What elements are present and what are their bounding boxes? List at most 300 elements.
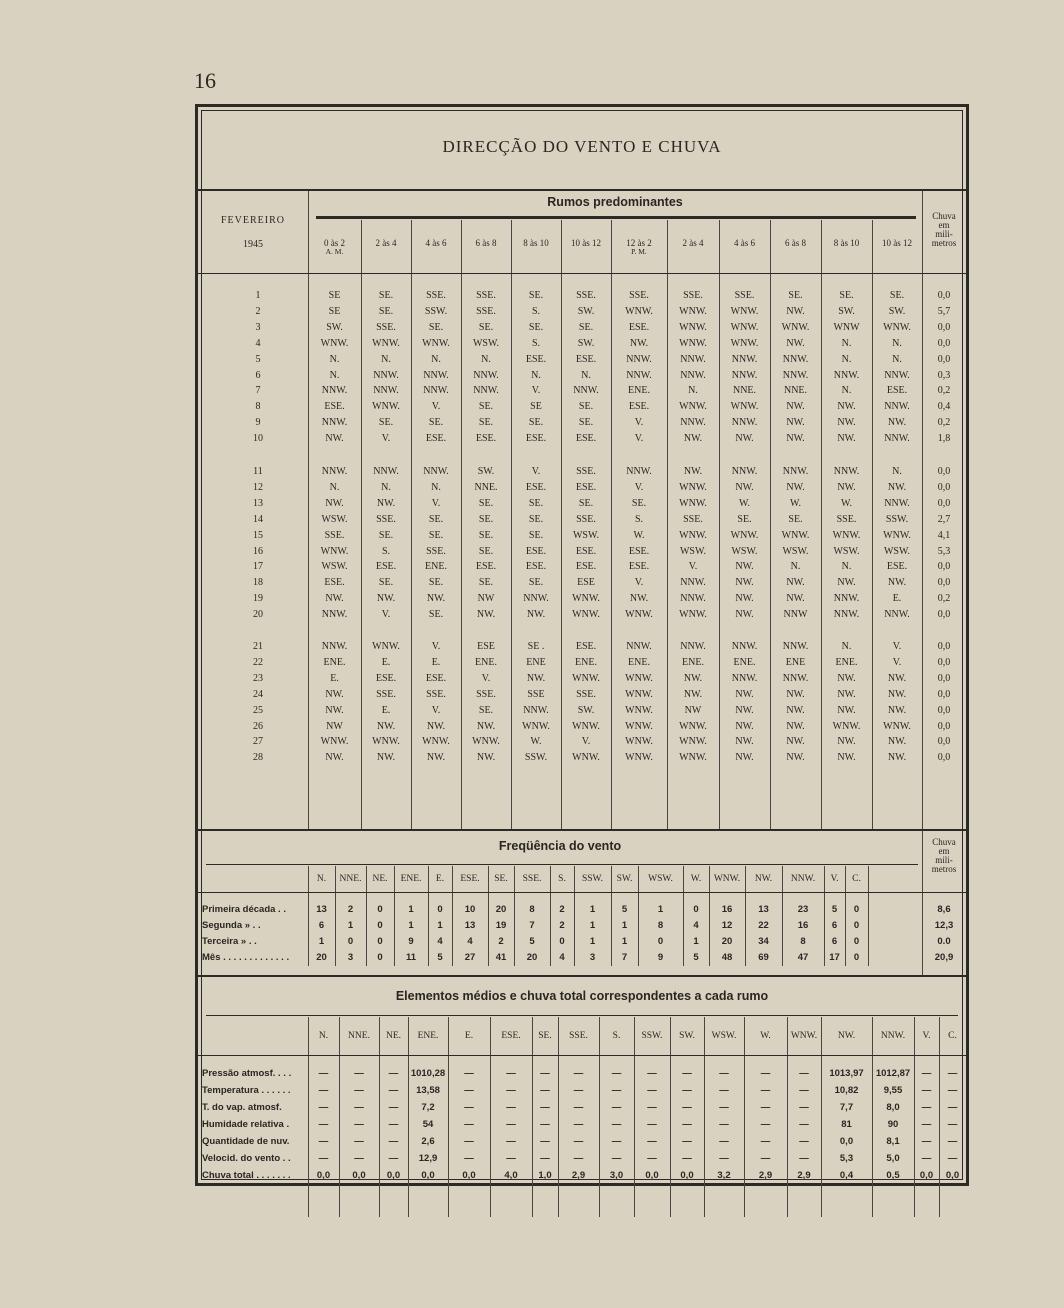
rule-line (206, 1015, 958, 1016)
elem-value: — (388, 1085, 399, 1096)
wind-direction: NW. (683, 466, 703, 477)
freq-value: 0 (853, 904, 860, 915)
elem-dir-header: SSE. (569, 1031, 588, 1041)
wind-direction: NNW. (782, 672, 809, 684)
wind-direction: SW. (477, 466, 495, 477)
freq-value: 0 (559, 936, 565, 947)
wind-direction: NNW. (423, 369, 449, 381)
wind-direction: NW. (325, 704, 344, 716)
wind-direction: SE. (378, 290, 394, 301)
wind-direction: WNW. (883, 529, 911, 541)
wind-direction: E. (381, 656, 391, 668)
hour-header: 8 às 10 (523, 238, 549, 248)
wind-direction: WNW. (730, 401, 759, 413)
elem-value: — (506, 1119, 516, 1130)
chuva-value: 0,0 (937, 688, 951, 700)
freq-value: 13 (758, 904, 769, 915)
elem-dir-header: WNW. (790, 1031, 818, 1041)
freq-chuva: 8,6 (937, 904, 951, 915)
wind-direction: WNW. (572, 672, 600, 684)
month-label: FEVEREIRO (221, 215, 285, 226)
wind-direction: S. (634, 513, 644, 525)
wind-direction: NW. (837, 688, 856, 700)
wind-direction: NNW. (884, 369, 910, 381)
wind-direction: NW. (325, 752, 344, 764)
elem-value: 1,0 (538, 1170, 552, 1181)
wind-direction: NW. (786, 401, 805, 413)
wind-direction: E. (381, 704, 391, 716)
freq-value: 1 (693, 936, 699, 947)
rumos-header: Rumos predominantes (547, 195, 683, 209)
column-divider (922, 191, 923, 829)
wind-direction: SSW. (524, 752, 548, 764)
wind-direction: NNW. (782, 466, 809, 477)
wind-direction: WNW. (832, 529, 861, 541)
elem-value: — (647, 1102, 657, 1113)
day-number: 7 (255, 385, 261, 397)
wind-direction: NNW (783, 609, 808, 621)
chuva-header-line: Chuva (932, 211, 956, 221)
wind-direction: SE. (578, 401, 594, 413)
day-number: 22 (253, 656, 263, 668)
wind-direction: SE. (478, 704, 494, 716)
hour-header: 10 às 12 (882, 238, 912, 248)
elem-value: — (354, 1153, 364, 1164)
freq-value: 0 (853, 920, 860, 931)
wind-direction: NW. (837, 752, 856, 764)
wind-direction: NW. (887, 688, 907, 700)
wind-direction: NW. (735, 577, 754, 589)
wind-direction: ENE. (475, 656, 497, 668)
wind-direction: V. (431, 704, 441, 716)
chuva-value: 0,0 (937, 736, 951, 748)
freq-value: 2 (559, 904, 565, 915)
freq-value: 0 (437, 904, 443, 915)
wind-direction: WNW. (679, 321, 707, 333)
wind-direction: W. (633, 529, 645, 541)
elem-value: — (318, 1153, 329, 1164)
elem-value: — (506, 1136, 516, 1147)
elem-value: — (354, 1085, 364, 1096)
day-number: 8 (255, 401, 261, 413)
elem-value: — (318, 1119, 329, 1130)
wind-direction: WNW. (679, 752, 707, 764)
wind-direction: SW. (577, 305, 595, 317)
wind-direction: NW. (837, 417, 856, 429)
freq-row-label: Mês . . . . . . . . . . . . . (202, 952, 290, 963)
wind-direction: SSE. (376, 513, 396, 525)
freq-value: 47 (797, 952, 809, 963)
wind-direction: ENE. (628, 656, 650, 668)
wind-direction: WNW. (730, 321, 759, 333)
column-divider (339, 1017, 340, 1217)
wind-direction: NW. (786, 417, 805, 429)
freq-dir-header: S. (558, 874, 566, 884)
wind-direction: SE. (528, 529, 544, 541)
page-title: DIRECÇÃO DO VENTO E CHUVA (442, 137, 722, 156)
day-number: 1 (255, 290, 261, 301)
wind-direction: SSW. (885, 513, 909, 525)
elem-value: — (799, 1085, 809, 1096)
wind-direction: V. (531, 385, 541, 397)
day-number: 3 (255, 321, 261, 333)
freq-value: 8 (657, 920, 664, 931)
elem-value: — (611, 1102, 622, 1113)
wind-direction: WNW. (572, 609, 600, 621)
freq-value: 17 (829, 952, 840, 963)
day-number: 27 (253, 736, 263, 748)
wind-direction: NNW. (833, 593, 860, 605)
rule-line (198, 273, 966, 274)
elem-value: — (611, 1136, 622, 1147)
rule-line (198, 975, 966, 977)
wind-direction: NW. (786, 704, 805, 716)
wind-direction: V. (688, 561, 698, 573)
wind-direction: WNW. (679, 305, 707, 317)
chuva-value: 4,1 (937, 529, 951, 541)
freq-value: 20 (721, 936, 733, 947)
freq-value: 1 (589, 936, 596, 947)
elem-value: — (506, 1102, 516, 1113)
wind-direction: ESE. (475, 433, 497, 445)
wind-direction: SE. (478, 497, 494, 509)
elem-value: — (921, 1102, 932, 1113)
wind-direction: SE. (788, 290, 803, 301)
elem-value: — (760, 1102, 771, 1113)
chuva-header-line: mili- (935, 229, 953, 239)
wind-direction: WNW. (730, 305, 759, 317)
column-divider (914, 1017, 915, 1217)
elem-value: — (388, 1119, 399, 1130)
wind-direction: SE. (478, 401, 494, 413)
wind-direction: NNW. (473, 385, 499, 397)
freq-value: 5 (693, 952, 699, 963)
elem-value: 10,82 (834, 1085, 859, 1096)
wind-direction: ESE. (628, 561, 650, 573)
wind-direction: WNW. (372, 337, 400, 349)
wind-direction: SSE. (629, 290, 649, 301)
wind-direction: ESE. (886, 385, 908, 397)
elem-value: 0,0 (352, 1170, 366, 1181)
elem-value: — (506, 1085, 516, 1096)
wind-direction: NNW. (731, 672, 758, 684)
freq-value: 0 (377, 936, 383, 947)
chuva-value: 1,8 (937, 433, 951, 445)
elem-row-label: T. do vap. atmosf. (202, 1102, 282, 1113)
wind-direction: NNW. (833, 466, 860, 477)
elem-row-label: Pressão atmosf. . . . (202, 1068, 292, 1079)
chuva-value: 0,0 (937, 641, 951, 652)
hour-header: 4 às 6 (425, 238, 447, 248)
wind-direction: NW. (325, 433, 344, 445)
elem-value: — (947, 1068, 958, 1079)
chuva-value: 5,3 (937, 545, 951, 557)
wind-direction: NW. (325, 497, 344, 509)
wind-direction: ESE. (525, 353, 547, 365)
wind-direction: NW. (837, 433, 856, 445)
wind-direction: WSW. (321, 513, 348, 525)
elem-value: — (573, 1102, 584, 1113)
wind-direction: SE. (889, 290, 905, 301)
wind-direction: NW (477, 593, 495, 605)
elem-value: — (388, 1153, 399, 1164)
wind-direction: NNW. (680, 593, 706, 605)
wind-direction: ESE (477, 641, 495, 652)
wind-direction: NW. (837, 577, 856, 589)
wind-direction: NNW. (731, 417, 758, 429)
freq-value: 1 (621, 936, 628, 947)
elem-dir-header: WSW. (711, 1031, 737, 1041)
elem-value: 2,9 (758, 1170, 773, 1181)
wind-direction: N. (531, 369, 541, 381)
column-divider (922, 866, 923, 966)
freq-value: 0 (377, 952, 383, 963)
freq-dir-header: N. (316, 874, 327, 884)
elem-value: — (506, 1153, 516, 1164)
rule-line (198, 892, 966, 893)
freq-value: 8 (529, 904, 535, 915)
elem-value: 5,3 (839, 1153, 854, 1164)
wind-direction: N. (892, 353, 902, 365)
wind-direction: NNW. (321, 466, 348, 477)
wind-direction: SE. (428, 609, 444, 621)
wind-direction: SSE. (476, 305, 496, 317)
elem-value: — (354, 1068, 364, 1079)
freq-value: 5 (437, 952, 443, 963)
wind-direction: N. (329, 369, 340, 381)
wind-direction: WNW. (679, 720, 707, 732)
freq-dir-header: SE. (494, 874, 508, 884)
wind-direction: NW. (837, 672, 856, 684)
wind-direction: V. (481, 672, 491, 684)
elem-value: 1012,87 (875, 1068, 911, 1079)
elem-value: — (464, 1085, 474, 1096)
elem-value: 81 (841, 1119, 852, 1130)
wind-direction: NW. (683, 672, 703, 684)
column-divider (634, 1017, 635, 1217)
day-number: 12 (253, 481, 263, 493)
column-divider (744, 1017, 745, 1217)
wind-direction: NNW. (626, 369, 652, 381)
freq-value: 20 (495, 904, 507, 915)
wind-direction: NNW. (680, 369, 706, 381)
elem-value: — (760, 1119, 771, 1130)
rule-line (316, 216, 916, 219)
column-divider (490, 1017, 491, 1217)
wind-direction: NW. (887, 417, 907, 429)
wind-direction: WNW. (679, 401, 707, 413)
wind-direction: N. (581, 369, 591, 381)
elem-value: — (921, 1153, 932, 1164)
freq-value: 12 (721, 920, 733, 931)
elem-value: — (354, 1136, 364, 1147)
wind-direction: WNW. (372, 401, 400, 413)
rule-line (198, 829, 966, 831)
rule-line (198, 1055, 966, 1056)
wind-direction: NW. (887, 736, 907, 748)
wind-direction: ESE. (425, 672, 447, 684)
chuva-value: 0,0 (937, 353, 951, 365)
freq-value: 13 (316, 904, 327, 915)
wind-direction: NW. (786, 736, 805, 748)
wind-direction: WNW. (679, 497, 707, 509)
elem-value: — (506, 1068, 516, 1079)
wind-direction: NW (326, 720, 343, 732)
wind-direction: SSE. (324, 529, 345, 541)
wind-direction: NW. (786, 305, 805, 317)
elem-value: — (760, 1068, 771, 1079)
wind-direction: NNW. (321, 417, 348, 429)
freq-value: 20 (316, 952, 327, 963)
freq-value: 1 (657, 904, 664, 915)
column-divider (448, 1017, 449, 1217)
elem-value: 1010,28 (410, 1068, 446, 1079)
column-divider (670, 1017, 671, 1217)
freq-chuva: 12,3 (934, 920, 954, 931)
page-number: 16 (194, 68, 216, 93)
freq-value: 4 (693, 920, 699, 931)
hour-header: 4 às 6 (734, 238, 755, 248)
wind-direction: NW. (837, 401, 856, 413)
wind-direction: WNW. (372, 736, 400, 748)
elem-dir-header: NNW. (880, 1031, 906, 1041)
wind-direction: WNW. (522, 720, 550, 732)
elem-value: — (682, 1102, 692, 1113)
wind-direction: N. (841, 337, 852, 349)
elem-dir-header: NNE. (348, 1031, 370, 1041)
wind-direction: WNW. (625, 609, 653, 621)
wind-direction: NW. (735, 433, 754, 445)
chuva-value: 0,0 (937, 466, 951, 477)
wind-direction: NW. (526, 609, 546, 621)
wind-direction: V. (634, 481, 644, 493)
wind-direction: SE. (428, 513, 444, 525)
freq-dir-header: SW. (616, 874, 633, 884)
freq-value: 1 (589, 904, 596, 915)
wind-direction: SE. (788, 513, 803, 525)
wind-direction: WNW. (372, 641, 400, 652)
wind-direction: ESE. (324, 401, 345, 413)
hour-header: 12 às 2 (626, 238, 652, 248)
chuva-value: 0,0 (937, 561, 951, 573)
wind-direction: SSE. (576, 688, 596, 700)
chuva-value: 0,0 (937, 481, 951, 493)
wind-direction: NW. (426, 593, 446, 605)
chuva-value: 0,0 (937, 337, 951, 349)
elem-value: — (540, 1068, 550, 1079)
elem-value: 7,2 (421, 1102, 435, 1113)
elem-value: — (719, 1068, 729, 1079)
freq-value: 1 (408, 904, 414, 915)
freq-value: 16 (721, 904, 733, 915)
wind-direction: SE. (631, 497, 647, 509)
wind-direction: N. (431, 481, 441, 493)
wind-direction: NNW. (731, 369, 758, 381)
wind-direction: NNW. (321, 385, 348, 397)
wind-direction: NNW. (731, 466, 758, 477)
wind-direction: ESE. (425, 433, 447, 445)
elem-dir-header: ESE. (501, 1031, 521, 1041)
hour-header-sub: A. M. (325, 247, 344, 256)
wind-direction: ENE (526, 656, 546, 668)
elem-value: — (947, 1085, 958, 1096)
elem-value: — (388, 1102, 399, 1113)
wind-direction: NNW. (680, 641, 706, 652)
wind-direction: ESE. (525, 481, 547, 493)
wind-direction: SW. (838, 305, 855, 317)
freq-value: 4 (467, 936, 473, 947)
day-number: 24 (253, 688, 263, 700)
day-number: 6 (255, 369, 261, 381)
elem-dir-header: N. (318, 1031, 329, 1041)
wind-direction: SSE. (576, 290, 596, 301)
wind-direction: N. (841, 641, 852, 652)
elem-value: 8,0 (886, 1102, 900, 1113)
elem-value: — (318, 1085, 329, 1096)
wind-direction: ESE. (575, 481, 597, 493)
wind-direction: NNW. (884, 433, 910, 445)
wind-direction: SSE. (476, 688, 496, 700)
elem-value: — (354, 1119, 364, 1130)
wind-direction: SW. (326, 321, 343, 333)
wind-direction: SE. (528, 497, 544, 509)
freq-value: 0 (853, 952, 860, 963)
wind-direction: NNW. (884, 609, 910, 621)
freq-value: 0 (377, 904, 383, 915)
wind-direction: WNW. (679, 736, 707, 748)
wind-direction: E. (431, 656, 441, 668)
wind-direction: ENE. (425, 561, 447, 573)
elem-value: — (719, 1102, 729, 1113)
elem-dir-header: E. (464, 1031, 474, 1041)
hour-header: 2 às 4 (682, 238, 704, 248)
wind-direction: SE. (378, 305, 394, 317)
freq-value: 34 (758, 936, 769, 947)
chuva-value: 0,0 (937, 577, 951, 589)
wind-direction: WSW. (321, 561, 348, 573)
wind-direction: NNW. (626, 353, 652, 365)
wind-direction: S. (531, 337, 541, 349)
wind-direction: NW. (786, 433, 805, 445)
wind-direction: NW. (735, 688, 754, 700)
freq-value: 3 (589, 952, 596, 963)
wind-direction: SSE. (426, 688, 446, 700)
elem-value: — (611, 1153, 622, 1164)
elem-value: — (682, 1119, 692, 1130)
wind-direction: ESE. (525, 433, 547, 445)
wind-direction: N. (329, 481, 340, 493)
wind-direction: NW. (887, 672, 907, 684)
chuva-value: 0,0 (937, 290, 951, 301)
day-number: 4 (255, 337, 261, 349)
elem-value: 0,0 (386, 1170, 401, 1181)
elem-value: — (947, 1102, 958, 1113)
wind-direction: SE. (839, 290, 854, 301)
wind-direction: ENE. (628, 385, 650, 397)
elem-value: 0,0 (839, 1136, 854, 1147)
wind-direction: NW. (786, 481, 805, 493)
wind-direction: SSE. (576, 513, 596, 525)
wind-direction: SSE (527, 688, 545, 700)
wind-direction: V. (892, 656, 902, 668)
elem-dir-header: NW. (837, 1031, 856, 1041)
freq-dir-header: W. (690, 874, 702, 884)
column-divider (408, 1017, 409, 1217)
day-number: 11 (253, 466, 263, 477)
elem-value: — (799, 1119, 809, 1130)
wind-direction: SE. (478, 529, 494, 541)
rule-line (206, 864, 918, 865)
